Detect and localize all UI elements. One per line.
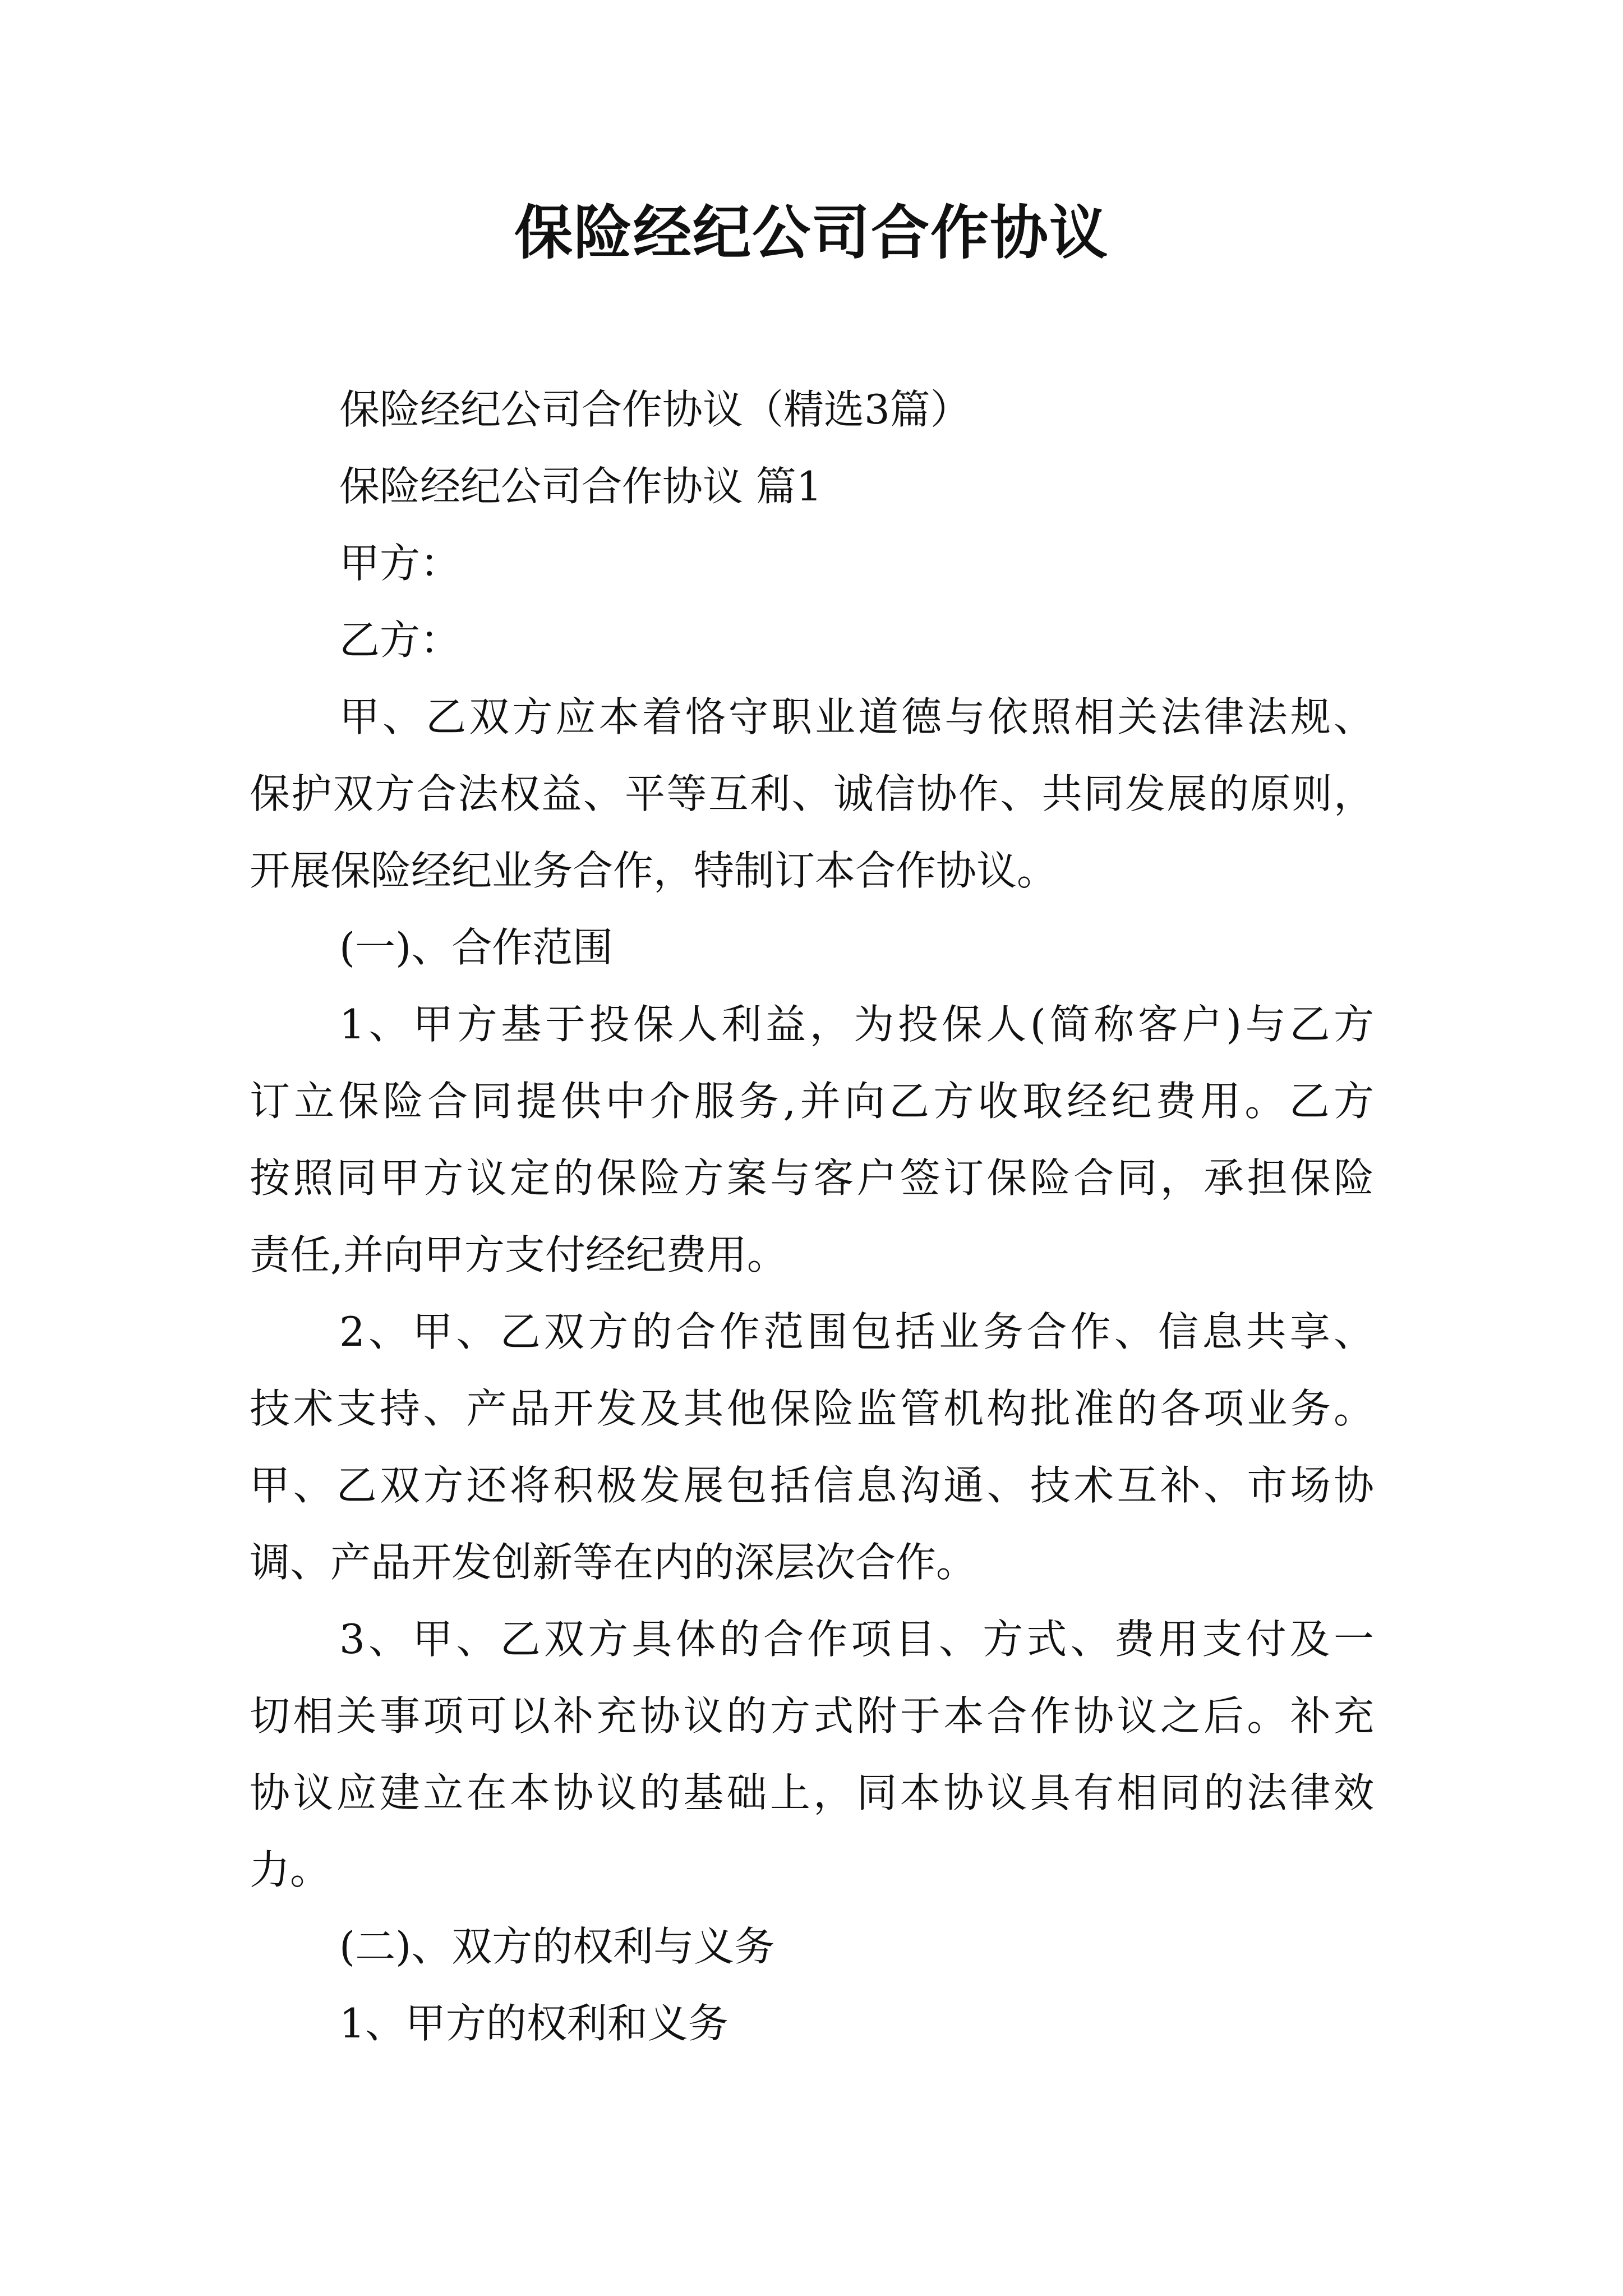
section-heading: (一)、合作范围	[339, 924, 614, 971]
paragraph-line: 切相关事项可以补充协议的方式附于本合作协议之后。补充	[250, 1692, 1374, 1740]
paragraph-line: 协议应建立在本协议的基础上，同本协议具有相同的法律效	[250, 1769, 1374, 1816]
party-b-label: 乙方：	[339, 616, 461, 664]
paragraph-line: 3、甲、乙双方具体的合作项目、方式、费用支付及一	[339, 1616, 1374, 1663]
paragraph-line: 订立保险合同提供中介服务,并向乙方收取经纪费用。乙方	[250, 1078, 1374, 1125]
paragraph-line: 力。	[250, 1846, 331, 1893]
paragraph-line: 1、甲方基于投保人利益，为投保人(简称客户)与乙方	[339, 1001, 1374, 1048]
document-title: 保险经纪公司合作协议	[514, 198, 1109, 267]
document-subtitle: 保险经纪公司合作协议（精选3篇）	[339, 386, 971, 433]
paragraph-line: 调、产品开发创新等在内的深层次合作。	[250, 1539, 977, 1586]
paragraph-line: 2、甲、乙双方的合作范围包括业务合作、信息共享、	[339, 1308, 1374, 1355]
paragraph-line: 技术支持、产品开发及其他保险监管机构批准的各项业务。	[250, 1385, 1374, 1432]
paragraph-line: 按照同甲方议定的保险方案与客户签订保险合同，承担保险	[250, 1154, 1374, 1202]
part-heading: 保险经纪公司合作协议 篇1	[339, 463, 822, 510]
paragraph-line: 责任,并向甲方支付经纪费用。	[250, 1231, 787, 1278]
paragraph-line: 开展保险经纪业务合作，特制订本合作协议。	[250, 847, 1058, 894]
section-heading: (二)、双方的权利与义务	[339, 1923, 775, 1970]
paragraph-line: 保护双方合法权益、平等互利、诚信协作、共同发展的原则，	[250, 770, 1374, 817]
party-a-label: 甲方：	[339, 540, 461, 587]
paragraph-line: 甲、乙双方应本着恪守职业道德与依照相关法律法规、	[339, 693, 1374, 740]
subsection-heading: 1、甲方的权利和义务	[339, 2000, 728, 2047]
paragraph-line: 甲、乙双方还将积极发展包括信息沟通、技术互补、市场协	[250, 1462, 1374, 1509]
